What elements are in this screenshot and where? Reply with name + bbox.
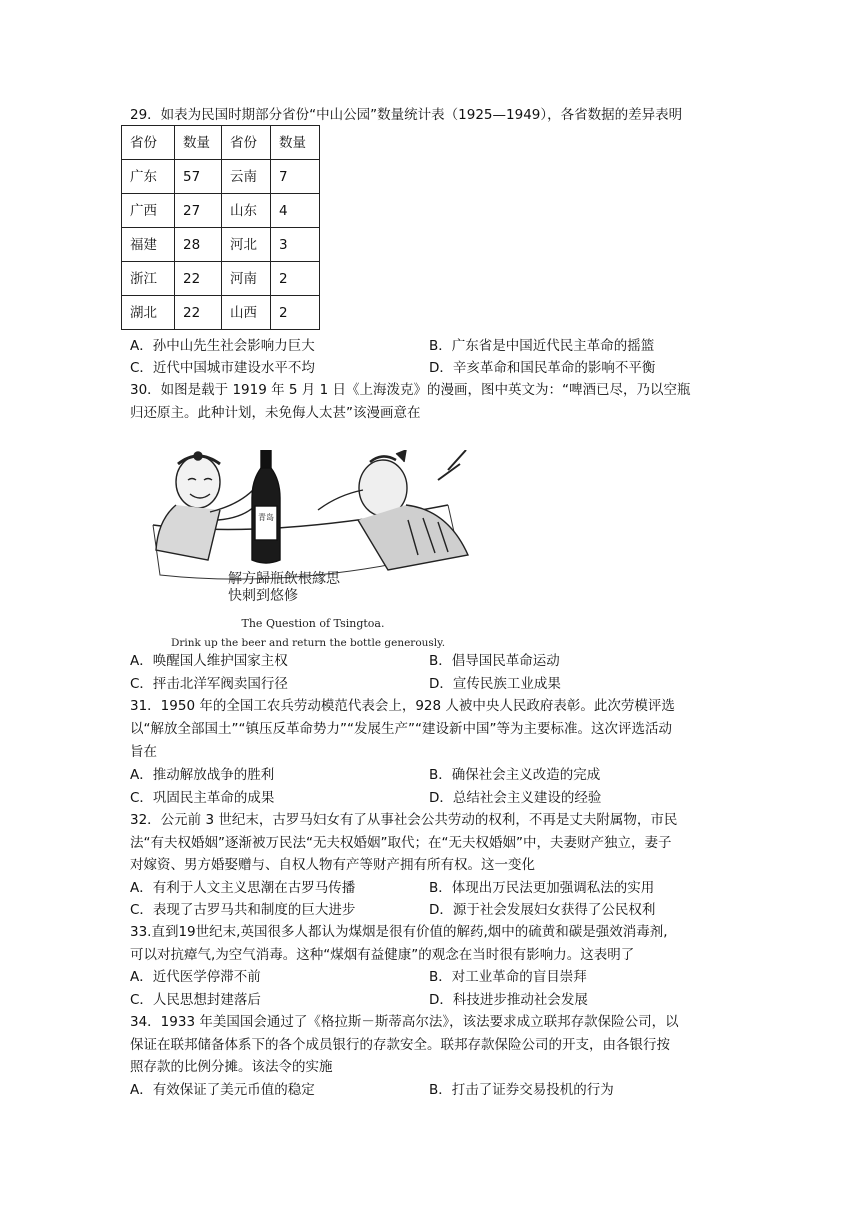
table-cell: 4 xyxy=(271,194,320,228)
table-cell: 河北 xyxy=(222,228,271,262)
table-header: 省份 xyxy=(122,126,175,160)
q32-stem-line-1: 32．公元前 3 世纪末，古罗马妇女有了从事社会公共劳动的权利，不再是丈夫附属物，市民 xyxy=(130,812,678,828)
q32-stem-line-3: 对嫁资、男方婚娶赠与、自权人物有产等财产拥有所有权。这一变化 xyxy=(130,857,535,873)
table-cell: 广西 xyxy=(122,194,175,228)
q33-option-c[interactable]: C．人民思想封建落后 xyxy=(130,992,261,1008)
table-cell: 广东 xyxy=(122,160,175,194)
q29-stem: 29．如表为民国时期部分省份“中山公园”数量统计表（1925—1949），各省数据的差异表明 xyxy=(130,107,683,123)
q29-table xyxy=(121,125,320,330)
table-cell: 27 xyxy=(175,194,222,228)
table-cell: 57 xyxy=(175,160,222,194)
table-header: 数量 xyxy=(271,126,320,160)
table-cell: 3 xyxy=(271,228,320,262)
beer-bottle xyxy=(252,450,280,563)
q30-option-b[interactable]: B．倡导国民革命运动 xyxy=(429,653,560,669)
q32-option-b[interactable]: B．体现出万民法更加强调私法的实用 xyxy=(429,880,655,896)
table-row xyxy=(122,228,320,262)
cartoon-illustration xyxy=(148,450,478,650)
q29-option-a[interactable]: A．孙中山先生社会影响力巨大 xyxy=(130,338,315,354)
q31-option-a[interactable]: A．推动解放战争的胜利 xyxy=(130,767,275,783)
cartoon-chinese-text-1: 解方歸瓶飲根緣思 xyxy=(228,571,340,587)
q32-option-d[interactable]: D．源于社会发展妇女获得了公民权利 xyxy=(429,902,656,918)
q30-stem-line-2: 归还原主。此种计划，未免侮人太甚”该漫画意在 xyxy=(130,405,421,421)
table-cell: 山西 xyxy=(222,296,271,330)
q33-stem-line-1: 33.直到19世纪末,英国很多人都认为煤烟是很有价值的解药,烟中的硫黄和碳是强效消毒剂, xyxy=(130,924,668,940)
cartoon-english-caption: Drink up the beer and return the bottle generously. xyxy=(170,637,446,649)
right-figure xyxy=(318,450,468,570)
table-row xyxy=(122,296,320,330)
q34-stem-line-3: 照存款的比例分摊。该法令的实施 xyxy=(130,1059,333,1075)
q30-cartoon xyxy=(148,450,478,650)
left-figure xyxy=(156,452,256,560)
q30-option-c[interactable]: C．抨击北洋军阀卖国行径 xyxy=(130,676,288,692)
q29-option-b[interactable]: B．广东省是中国近代民主革命的摇篮 xyxy=(429,338,655,354)
table-cell: 湖北 xyxy=(122,296,175,330)
table-cell: 28 xyxy=(175,228,222,262)
q29-option-c[interactable]: C．近代中国城市建设水平不均 xyxy=(130,360,315,376)
q34-option-a[interactable]: A．有效保证了美元币值的稳定 xyxy=(130,1082,315,1098)
table-cell: 22 xyxy=(175,296,222,330)
table-row xyxy=(122,194,320,228)
q30-option-a[interactable]: A．唤醒国人维护国家主权 xyxy=(130,653,288,669)
table-cell: 云南 xyxy=(222,160,271,194)
table-cell: 河南 xyxy=(222,262,271,296)
table-cell: 山东 xyxy=(222,194,271,228)
q33-option-d[interactable]: D．科技进步推动社会发展 xyxy=(429,992,588,1008)
table-header: 数量 xyxy=(175,126,222,160)
q34-option-b[interactable]: B．打击了证券交易投机的行为 xyxy=(429,1082,614,1098)
q34-stem-line-2: 保证在联邦储备体系下的各个成员银行的存款安全。联邦存款保险公司的开支，由各银行按 xyxy=(130,1037,670,1053)
q30-option-d[interactable]: D．宣传民族工业成果 xyxy=(429,676,561,692)
table-cell: 浙江 xyxy=(122,262,175,296)
table-cell: 2 xyxy=(271,262,320,296)
table-cell: 22 xyxy=(175,262,222,296)
q34-stem-line-1: 34．1933 年美国国会通过了《格拉斯－斯蒂高尔法》，该法要求成立联邦存款保险公司，以 xyxy=(130,1014,679,1030)
table-row xyxy=(122,160,320,194)
q31-option-b[interactable]: B．确保社会主义改造的完成 xyxy=(429,767,601,783)
table-cell: 2 xyxy=(271,296,320,330)
q32-stem-line-2: 法“有夫权婚姻”逐渐被万民法“无夫权婚姻”取代；在“无夫权婚姻”中，夫妻财产独立，妻子 xyxy=(130,835,672,851)
table-row xyxy=(122,262,320,296)
q31-option-d[interactable]: D．总结社会主义建设的经验 xyxy=(429,790,602,806)
cartoon-chinese-text-2: 快刺到悠修 xyxy=(228,588,298,604)
q31-stem-line-3: 旨在 xyxy=(130,744,157,760)
cartoon-english-title: The Question of Tsingtoa. xyxy=(241,617,385,630)
q29-option-d[interactable]: D．辛亥革命和国民革命的影响不平衡 xyxy=(429,360,656,376)
q31-option-c[interactable]: C．巩固民主革命的成果 xyxy=(130,790,275,806)
table-cell: 7 xyxy=(271,160,320,194)
q33-option-b[interactable]: B．对工业革命的盲目崇拜 xyxy=(429,969,587,985)
table-header: 省份 xyxy=(222,126,271,160)
table-cell: 福建 xyxy=(122,228,175,262)
q33-stem-line-2: 可以对抗瘴气,为空气消毒。这种“煤烟有益健康”的观念在当时很有影响力。这表明了 xyxy=(130,947,635,963)
table-header-row xyxy=(122,126,320,160)
q32-option-c[interactable]: C．表现了古罗马共和制度的巨大进步 xyxy=(130,902,356,918)
q30-stem-line-1: 30．如图是载于 1919 年 5 月 1 日《上海泼克》的漫画，图中英文为：“啤酒已尽，乃以空瓶 xyxy=(130,382,691,398)
bottle-label: 青岛 xyxy=(258,513,274,522)
q31-stem-line-2: 以“解放全部国土”“镇压反革命势力”“发展生产”“建设新中国”等为主要标准。这次评选活动 xyxy=(130,721,672,737)
q32-option-a[interactable]: A．有利于人文主义思潮在古罗马传播 xyxy=(130,880,356,896)
q33-option-a[interactable]: A．近代医学停滞不前 xyxy=(130,969,261,985)
q31-stem-line-1: 31．1950 年的全国工农兵劳动模范代表会上，928 人被中央人民政府表彰。此次劳模评选 xyxy=(130,698,675,714)
